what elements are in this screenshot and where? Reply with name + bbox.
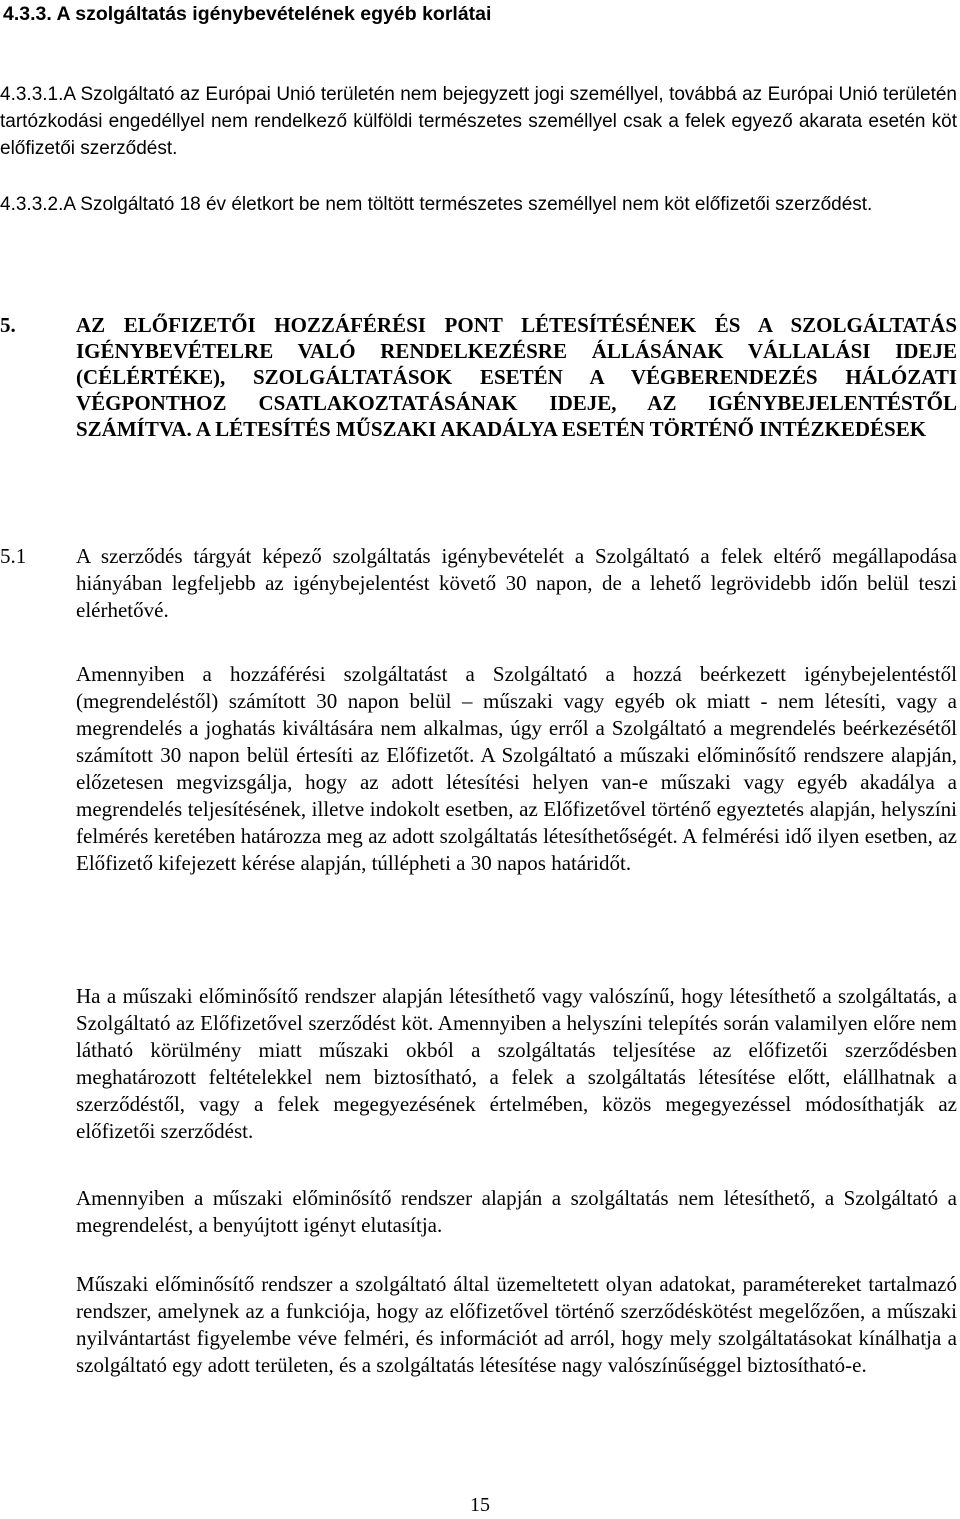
item-number: 4.3.3.2. xyxy=(0,194,64,215)
chapter-heading xyxy=(0,312,957,442)
item-text: A Szolgáltató az Európai Unió területén nem bejegyzett jogi személlyel, továbbá az Európai Unió területén tartózkodási engedéllyel nem rendelkező külföldi természetes személlyel csak a felek egyező akarata esetén köt előfizetői szerződést. xyxy=(0,84,957,159)
chapter-number: 5. xyxy=(0,313,16,337)
page-number: 15 xyxy=(470,1494,490,1516)
clause-number: 5.1 xyxy=(0,544,27,568)
paragraph-2: Ha a műszaki előminősítő rendszer alapján létesíthető vagy valószínű, hogy létesíthető a szolgáltatás, a Szolgáltató az Előfizetővel szerződést köt. Amennyiben a helyszíni telepítés során valamilyen előre nem látható körülmény miatt műszaki okból a szolgáltatás teljesítése az előfizetői szerződésben meghatározott feltételekkel nem biztosítható, a felek a szolgáltatás létesítése előtt, elállhatnak a szerződéstől, vagy a felek megegyezésének értelmében, közös megegyezéssel módosíthatják az előfizetői szerződést. xyxy=(76,984,957,1143)
paragraph-1: Amennyiben a hozzáférési szolgáltatást a Szolgáltató a hozzá beérkezett igénybejelentéstől (megrendeléstől) számított 30 napon belül – műszaki vagy egyéb ok miatt - nem létesíti, vagy a megrendelés a joghatás kiváltására nem alkalmas, úgy erről a Szolgáltató a megrendelés beérkezésétől számított 30 napon belül értesíti az Előfizetőt. A Szolgáltató a műszaki előminősítő rendszere alapján, előzetesen megvizsgálja, hogy az adott létesítési helyen van-e műszaki vagy egyéb akadálya a megrendelés teljesítésének, illetve indokolt esetben, az Előfizetővel történő egyeztetés alapján, helyszíni felmérés keretében határozza meg az adott szolgáltatás létesíthetőségét. A felmérési idő ilyen esetben, az Előfizető kifejezett kérése alapján, túllépheti a 30 napos határidőt. xyxy=(76,662,957,875)
item-number: 4.3.3.1. xyxy=(0,84,64,105)
section-heading: 4.3.3. A szolgáltatás igénybevételének egyéb korlátai xyxy=(3,3,492,25)
list-item xyxy=(0,191,957,218)
item-text: A Szolgáltató 18 év életkort be nem töltött természetes személlyel nem köt előfizetői szerződést. xyxy=(63,194,873,215)
paragraph-4: Műszaki előminősítő rendszer a szolgáltató által üzemeltetett olyan adatokat, paramétereket tartalmazó rendszer, amelynek az a funkciója, hogy az előfizetővel történő szerződéskötést megelőzően, a műszaki nyilvántartást figyelembe véve felméri, és információt ad arról, hogy mely szolgáltatásokat kínálhatja a szolgáltató egy adott területen, és a szolgáltatás létesítése nagy valószínűséggel biztosítható-e. xyxy=(76,1272,957,1377)
chapter-title: AZ ELŐFIZETŐI HOZZÁFÉRÉSI PONT LÉTESÍTÉSÉNEK ÉS A SZOLGÁLTATÁS IGÉNYBEVÉTELRE VALÓ RENDELKEZÉSRE ÁLLÁSÁNAK VÁLLALÁSI IDEJE (CÉLÉRTÉKE), SZOLGÁLTATÁSOK ESETÉN A VÉGBERENDEZÉS HÁLÓZATI VÉGPONTHOZ CSATLAKOZTATÁSÁNAK IDEJE, AZ IGÉNYBEJELENTÉSTŐL SZÁMÍTVA. A LÉTESÍTÉS MŰSZAKI AKADÁLYA ESETÉN TÖRTÉNŐ INTÉZKEDÉSEK xyxy=(76,313,957,441)
list-item xyxy=(0,81,957,162)
clause xyxy=(0,543,957,624)
clause-text: A szerződés tárgyát képező szolgáltatás igénybevételét a Szolgáltató a felek eltérő megállapodása hiányában legfeljebb az igénybejelentést követő 30 napon, de a lehető legrövidebb időn belül teszi elérhetővé. xyxy=(76,544,957,622)
paragraph-3: Amennyiben a műszaki előminősítő rendszer alapján a szolgáltatás nem létesíthető, a Szolgáltató a megrendelést, a benyújtott igényt elutasítja. xyxy=(76,1186,957,1237)
